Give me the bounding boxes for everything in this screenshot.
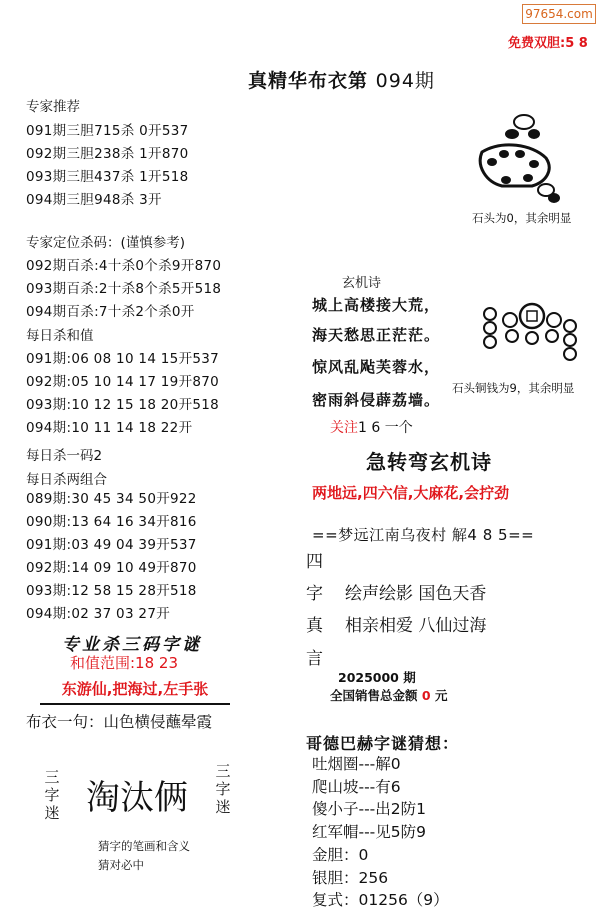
four-word-char: 四 bbox=[306, 552, 323, 572]
daily-two-line: 090期:13 64 16 34开816 bbox=[26, 514, 197, 530]
daily-two-line: 089期:30 45 34 50开922 bbox=[26, 491, 197, 507]
four-word-row bbox=[306, 579, 486, 604]
goethe-line: 复式：01256（9） bbox=[312, 891, 449, 909]
stone-caption-2: 石头铜钱为9，其余明显 bbox=[452, 381, 575, 395]
riddle-poem-answer: 两地远,四六信,大麻花,会拧劲 bbox=[312, 484, 510, 502]
three-word-riddle-right: 三字迷 bbox=[215, 762, 231, 816]
daily-two-line: 094期:02 37 03 27开 bbox=[26, 606, 171, 622]
riddle-title: 专业杀三码字谜 bbox=[62, 635, 202, 655]
position-kill-line: 094期百杀:7十杀2个杀0开 bbox=[26, 304, 195, 320]
stone-chain-illustration bbox=[462, 112, 562, 204]
follow-note bbox=[330, 417, 413, 437]
four-word-char: 言 bbox=[306, 649, 323, 669]
daily-sum-header: 每日杀和值 bbox=[26, 328, 94, 344]
daily-two-header: 每日杀两组合 bbox=[26, 472, 107, 488]
riddle-poem-title: 急转弯玄机诗 bbox=[366, 450, 492, 474]
sales-unit: 元 bbox=[434, 688, 448, 703]
sales-amount: 0 bbox=[421, 688, 431, 703]
sales-label: 全国销售总金额 bbox=[330, 688, 418, 703]
position-kill-line: 093期百杀:2十杀8个杀5开518 bbox=[26, 281, 222, 297]
daily-sum-line: 093期:10 12 15 18 20开518 bbox=[26, 397, 220, 413]
expert-line: 091期三胆715杀 0开537 bbox=[26, 123, 189, 139]
stone-coin-illustration bbox=[480, 302, 580, 368]
three-word-riddle-left: 三字迷 bbox=[44, 768, 60, 822]
four-word-char: 字 bbox=[306, 584, 323, 604]
title-text: 真精华布衣第 bbox=[248, 70, 369, 92]
follow-label: 关注 bbox=[330, 420, 358, 436]
four-word-row bbox=[306, 611, 486, 636]
dream-line: ==梦远江南乌夜村 解4 8 5== bbox=[312, 526, 535, 544]
sales-issue: 2025000 期 bbox=[338, 670, 416, 685]
daily-two-line: 092期:14 09 10 49开870 bbox=[26, 560, 197, 576]
follow-text: 1 6 一个 bbox=[358, 420, 413, 436]
four-word-row bbox=[306, 547, 323, 572]
expert-header: 专家推荐 bbox=[26, 99, 80, 115]
sales-total bbox=[330, 686, 447, 704]
poem-line: 海天愁思正茫茫。 bbox=[312, 326, 441, 344]
goethe-title: 哥德巴赫字谜猜想： bbox=[306, 734, 460, 753]
four-word-row bbox=[306, 644, 323, 669]
daily-sum-line: 094期:10 11 14 18 22开 bbox=[26, 420, 193, 436]
goethe-line: 银胆：256 bbox=[312, 869, 389, 887]
sum-range: 和值范围:18 23 bbox=[70, 654, 178, 672]
poem-header: 玄机诗 bbox=[342, 276, 382, 291]
daily-two-line: 091期:03 49 04 39开537 bbox=[26, 537, 197, 553]
goethe-line: 金胆：0 bbox=[312, 846, 369, 864]
daily-sum-line: 091期:06 08 10 14 15开537 bbox=[26, 351, 220, 367]
poem-line: 城上高楼接大荒， bbox=[312, 296, 441, 314]
site-logo[interactable]: 97654.com bbox=[522, 4, 596, 24]
daily-sum-line: 092期:05 10 14 17 19开870 bbox=[26, 374, 220, 390]
hint-line: 猜对必中 bbox=[98, 858, 144, 872]
hint-line: 猜字的笔画和含义 bbox=[98, 839, 190, 853]
four-word-text: 绘声绘影 国色天香 bbox=[345, 584, 487, 604]
poem-line: 惊风乱飐芙蓉水， bbox=[312, 358, 441, 376]
goethe-line: 爬山坡---有6 bbox=[312, 778, 401, 796]
expert-line: 093期三胆437杀 1开518 bbox=[26, 169, 189, 185]
expert-line: 092期三胆238杀 1开870 bbox=[26, 146, 189, 162]
free-double-banner: 免费双胆:5 8 bbox=[508, 36, 588, 51]
daily-two-line: 093期:12 58 15 28开518 bbox=[26, 583, 197, 599]
expert-line: 094期三胆948杀 3开 bbox=[26, 192, 162, 208]
goethe-line: 傻小子---出2防1 bbox=[312, 800, 427, 818]
four-word-text: 相亲相爱 八仙过海 bbox=[345, 616, 487, 636]
position-kill-header: 专家定位杀码：(谨慎参考) bbox=[26, 235, 186, 251]
stone-caption-1: 石头为0，其余明显 bbox=[472, 211, 572, 225]
four-word-char: 真 bbox=[306, 616, 323, 636]
goethe-line: 红军帽---见5防9 bbox=[312, 823, 427, 841]
buyi-sentence: 布衣一句：山色横侵蘸晕霞 bbox=[26, 713, 213, 731]
eliminate-two: 淘汰俩 bbox=[86, 778, 188, 818]
daily-kill-one: 每日杀一码2 bbox=[26, 448, 103, 464]
poem-line: 密雨斜侵薜荔墙。 bbox=[312, 391, 441, 409]
page-title bbox=[248, 66, 435, 93]
position-kill-line: 092期百杀:4十杀0个杀9开870 bbox=[26, 258, 222, 274]
goethe-line: 吐烟圈---解0 bbox=[312, 755, 401, 773]
title-issue: 094期 bbox=[375, 70, 435, 92]
riddle-phrase: 东游仙,把海过,左手张 bbox=[40, 678, 230, 705]
